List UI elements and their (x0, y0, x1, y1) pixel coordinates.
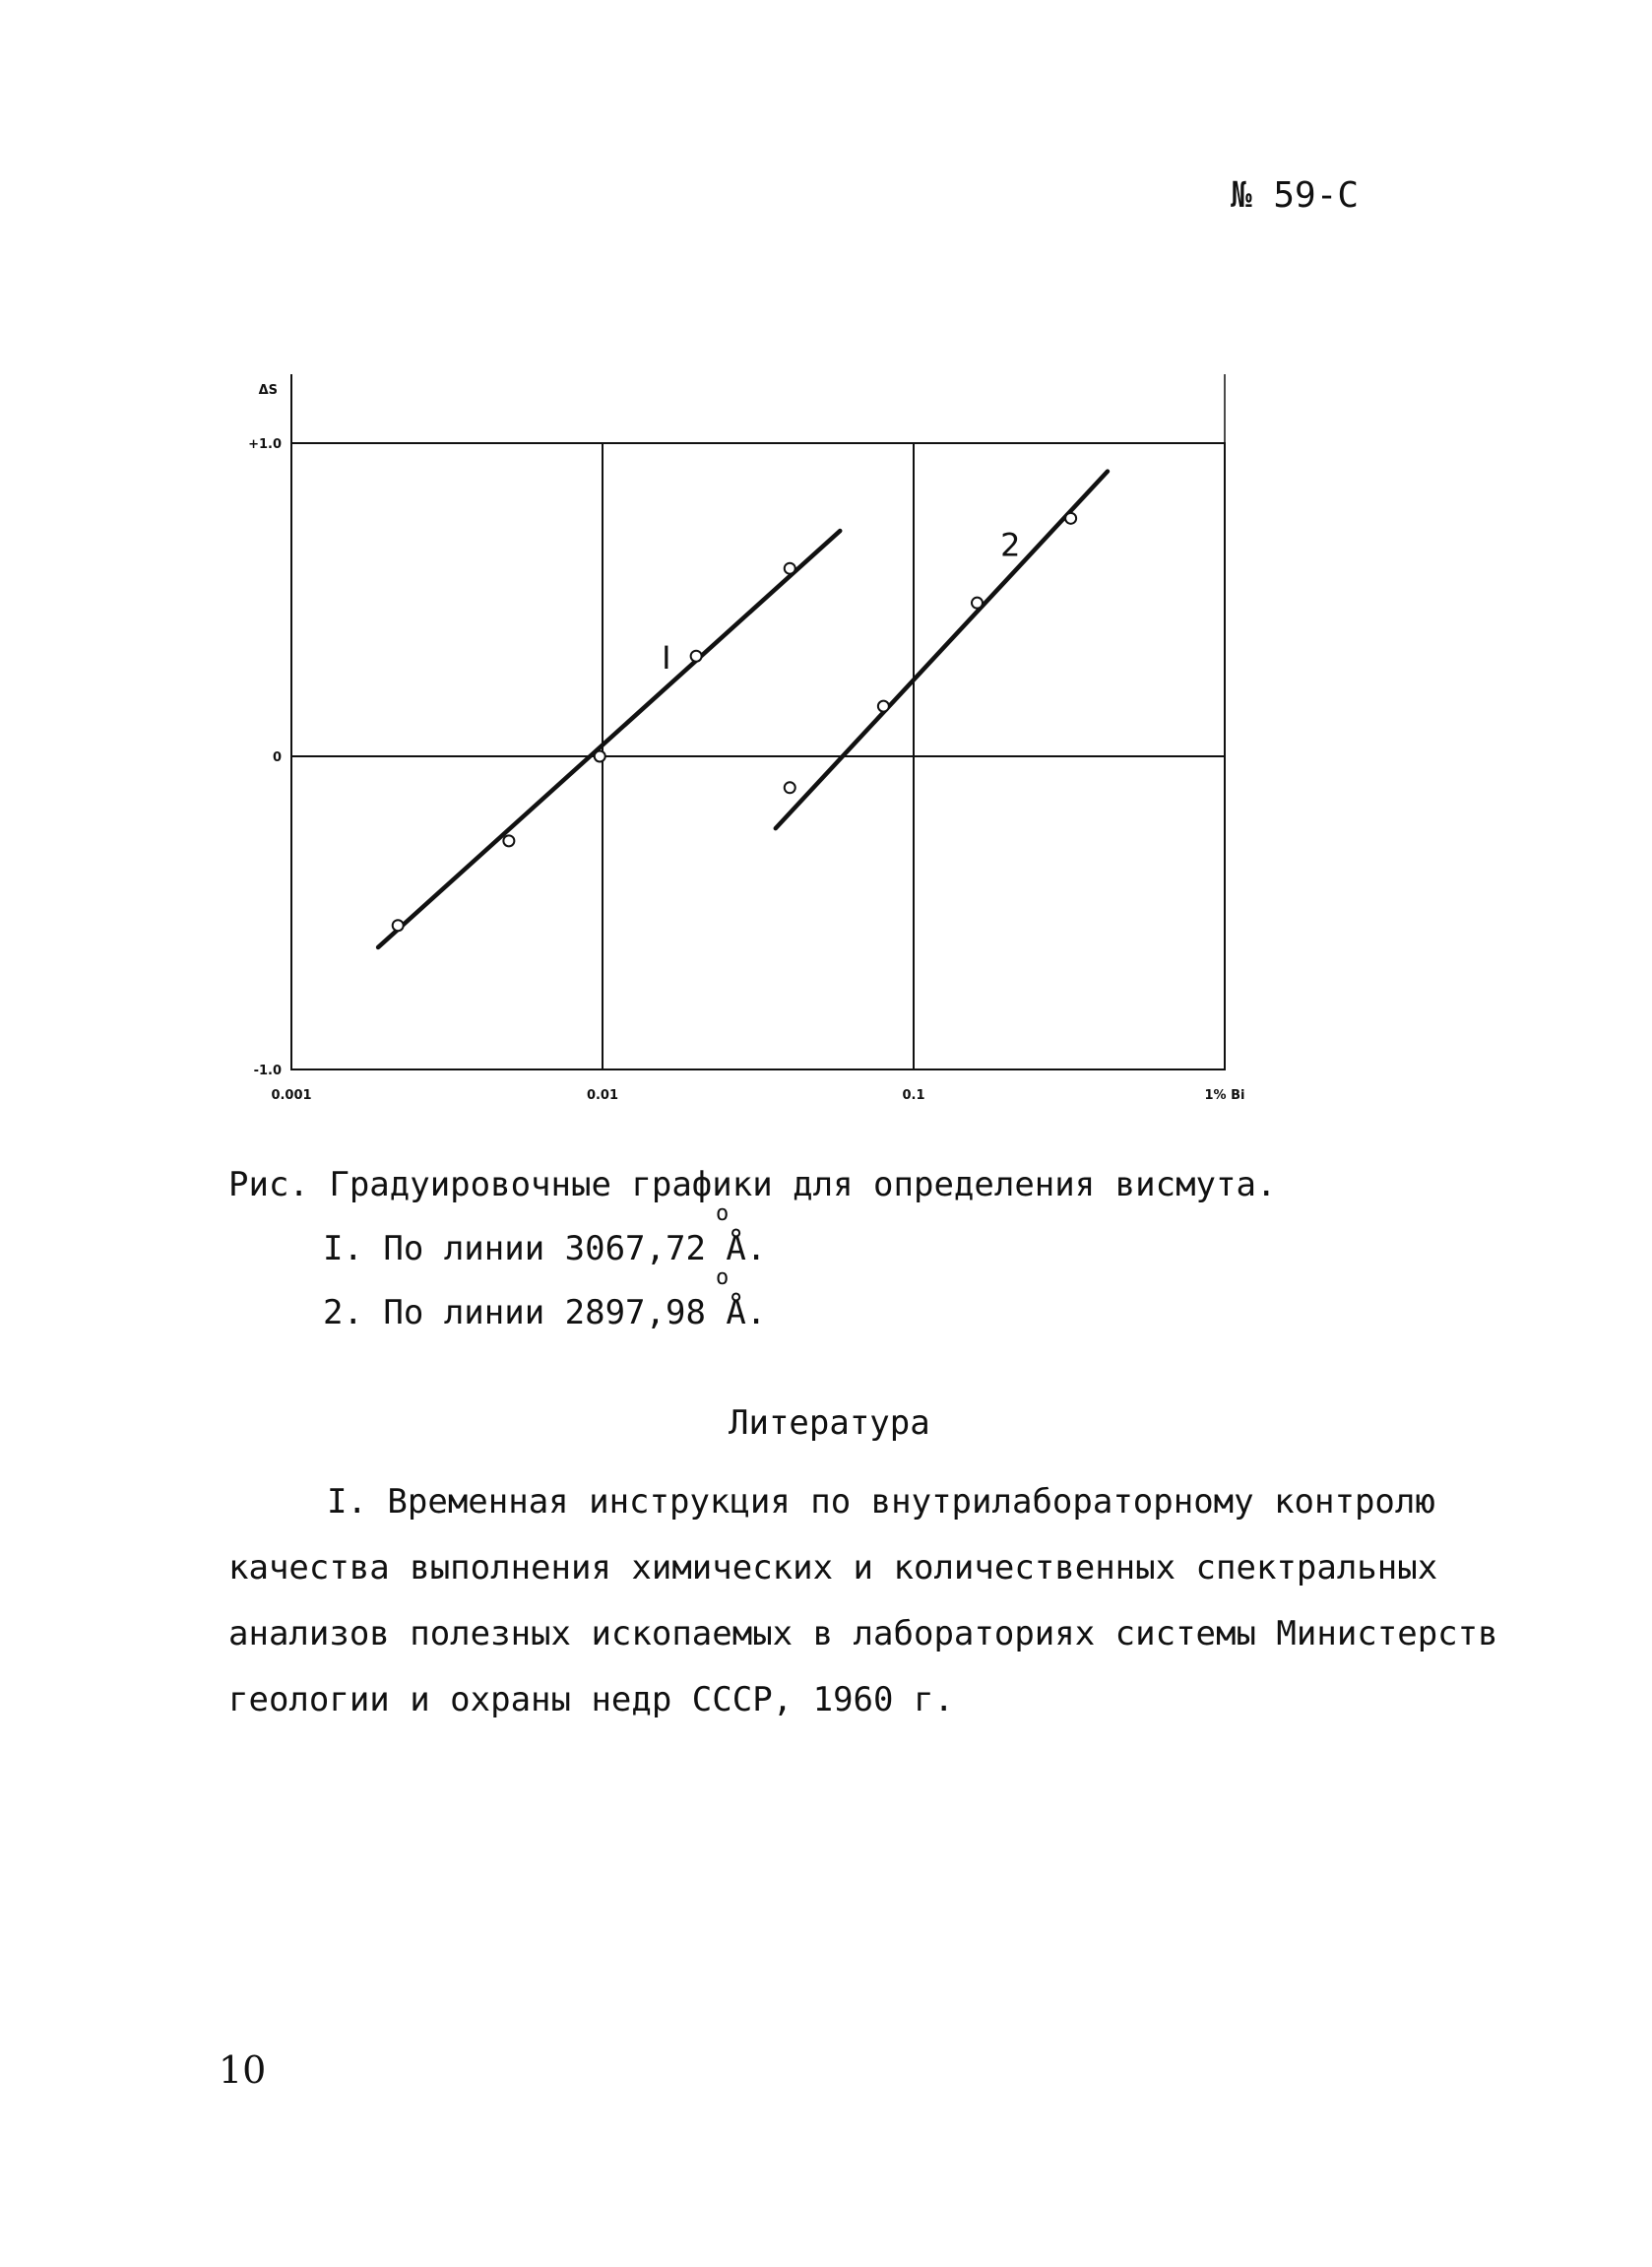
series-2-point (785, 782, 795, 793)
literature-heading: Литература (729, 1403, 930, 1443)
chart-points (393, 513, 1076, 931)
page-number: 10 (219, 2048, 267, 2092)
series-1-point (503, 835, 514, 846)
x-tick-label: 0.001 (271, 1088, 312, 1103)
caption-item-1: I. По линии 3067,72 Å. (323, 1229, 767, 1268)
series-2-point (878, 701, 889, 712)
series-1-point (785, 563, 795, 574)
series-2-point (972, 598, 983, 609)
document-number: № 59-С (1231, 175, 1360, 216)
angstrom-ring-mark: о (716, 1201, 730, 1226)
x-tick-label: 0.1 (902, 1088, 925, 1103)
chart-ticks (248, 383, 1244, 1103)
y-tick-label: +1.0 (248, 437, 282, 452)
series-1-point (595, 751, 605, 762)
calibration-chart (226, 364, 1290, 1113)
y-tick-label: 0 (272, 750, 282, 765)
reference-line: геологии и охраны недр СССР, 1960 г. (228, 1680, 954, 1719)
reference-line: анализов полезных ископаемых в лабораториях системы Министерств (228, 1614, 1498, 1653)
series-1-point (393, 920, 404, 931)
series-1-point (691, 651, 702, 662)
series-2-line (776, 472, 1108, 829)
chart-lines (378, 472, 1108, 947)
x-tick-label: 0.01 (586, 1088, 619, 1103)
series-2-point (1065, 513, 1076, 524)
series-1-line (378, 531, 840, 947)
reference-line: качества выполнения химических и количественных спектральных (228, 1548, 1438, 1587)
series-1-label: I (662, 638, 671, 677)
y-tick-label: -1.0 (253, 1064, 282, 1078)
series-2-label: 2 (1000, 526, 1021, 564)
figure-caption: Рис. Градуировочные графики для определения висмута. (228, 1165, 1277, 1204)
x-tick-label: 1% Bi (1204, 1088, 1245, 1103)
chart-grid (291, 374, 1225, 1069)
angstrom-ring-mark: о (716, 1265, 730, 1290)
chart-labels (662, 526, 1020, 676)
reference-line: I. Временная инструкция по внутрилабораторному контролю (327, 1482, 1435, 1522)
y-axis-label: ΔS (258, 383, 278, 398)
caption-item-2: 2. По линии 2897,98 Å. (323, 1293, 767, 1332)
